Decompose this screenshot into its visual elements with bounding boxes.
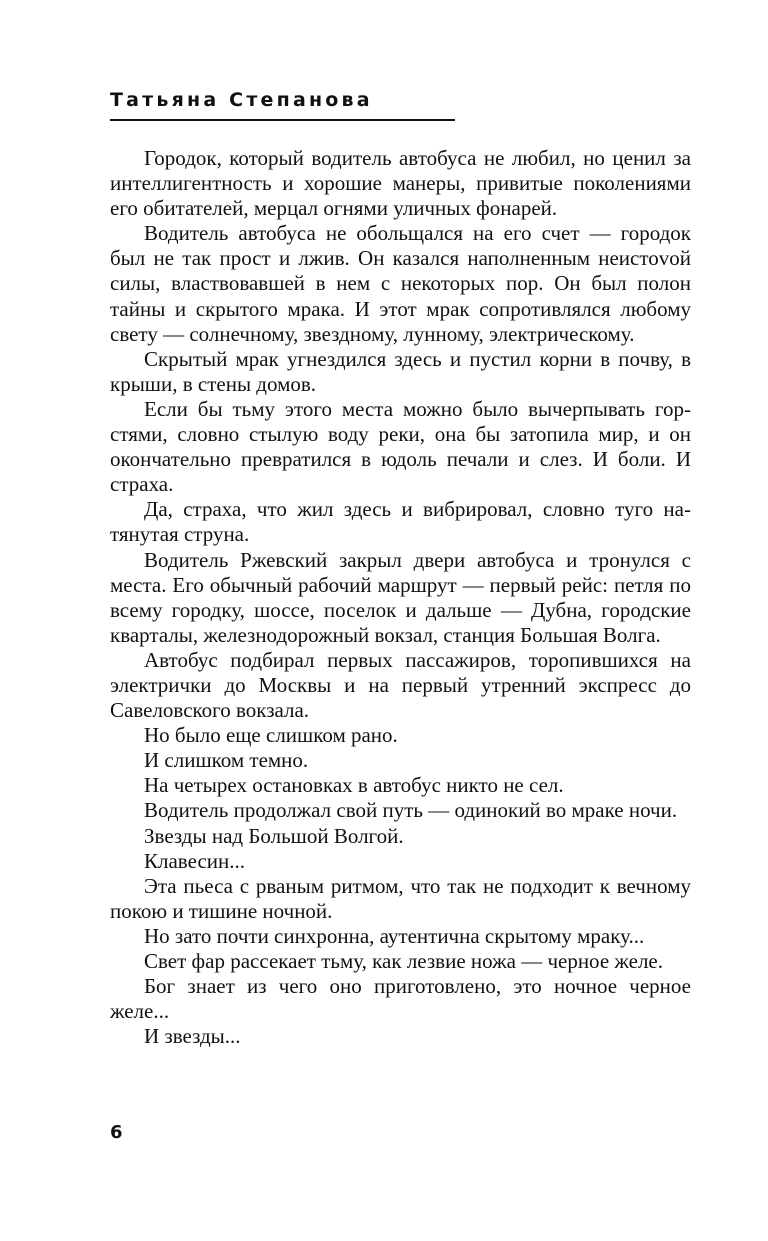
paragraph-4: Если бы тьму этого места можно было вычерпывать горстями, словно стылую воду реки, она бы затопила мир, и он окончательно превратился в юдоль печали и слез. И боли. И страха. bbox=[110, 396, 691, 497]
paragraph-7: Автобус подбирал первых пассажиров, торопившихся на электрички до Москвы и на первый утренний экспресс до Савеловского вокзала. bbox=[110, 647, 691, 723]
paragraph-12: Звезды над Большой Волгой. bbox=[144, 823, 404, 848]
paragraph-14: Эта пьеса с рваным ритмом, что так не подходит к вечному покою и тишине ночной. bbox=[110, 873, 691, 923]
paragraph-15: Но зато почти синхронна, аутентична скрытому мраку... bbox=[144, 923, 645, 948]
paragraph-3: Скрытый мрак угнездился здесь и пустил корни в почву, в крыши, в стены домов. bbox=[110, 346, 691, 396]
paragraph-6: Водитель Ржевский закрыл двери автобуса и тронулся с места. Его обычный рабочий маршрут — первый рейс: петля по всему городку, шоссе, поселок и дальше — Дубна, городские кварталы, железнодорожный вокзал, станция Большая Волга. bbox=[110, 547, 691, 647]
paragraph-2: Водитель автобуса не обольщался на его счет — городок был не так прост и лжив. Он казался наполненным неистоvой силы, властвовавшей в нем с некоторых пор. Он был полон тайны и скрытого мрака. И этот мрак сопротивлялся любому свету — солнечному, звездному, лунному, электрическому. bbox=[110, 221, 691, 346]
body-text bbox=[110, 146, 691, 1049]
page-number: 6 bbox=[110, 1122, 123, 1143]
paragraph-18: И звезды... bbox=[144, 1024, 241, 1049]
paragraph-13: Клавесин... bbox=[144, 848, 245, 873]
paragraph-1: Городок, который водитель автобуса не любил, но ценил за интеллигентность и хорошие манеры, привитые поколениями его обитателей, мерцал огнями уличных фонарей. bbox=[110, 146, 691, 221]
paragraph-5: Да, страха, что жил здесь и вибрировал, словно туго натянутая струна. bbox=[110, 497, 691, 547]
running-title: Татьяна Степанова bbox=[110, 89, 373, 111]
paragraph-10: На четырех остановках в автобус никто не сел. bbox=[144, 773, 564, 798]
paragraph-16: Свет фар рассекает тьму, как лезвие ножа — черное желе. bbox=[144, 949, 663, 973]
paragraph-11: Водитель продолжал свой путь — одинокий во мраке ночи. bbox=[144, 798, 678, 823]
paragraph-9: И слишком темно. bbox=[144, 748, 309, 773]
header-rule bbox=[110, 119, 455, 121]
paragraph-8: Но было еще слишком рано. bbox=[144, 723, 398, 748]
paragraph-17: Бог знает из чего оно приготовлено, это ночное черное желе... bbox=[110, 974, 691, 1024]
